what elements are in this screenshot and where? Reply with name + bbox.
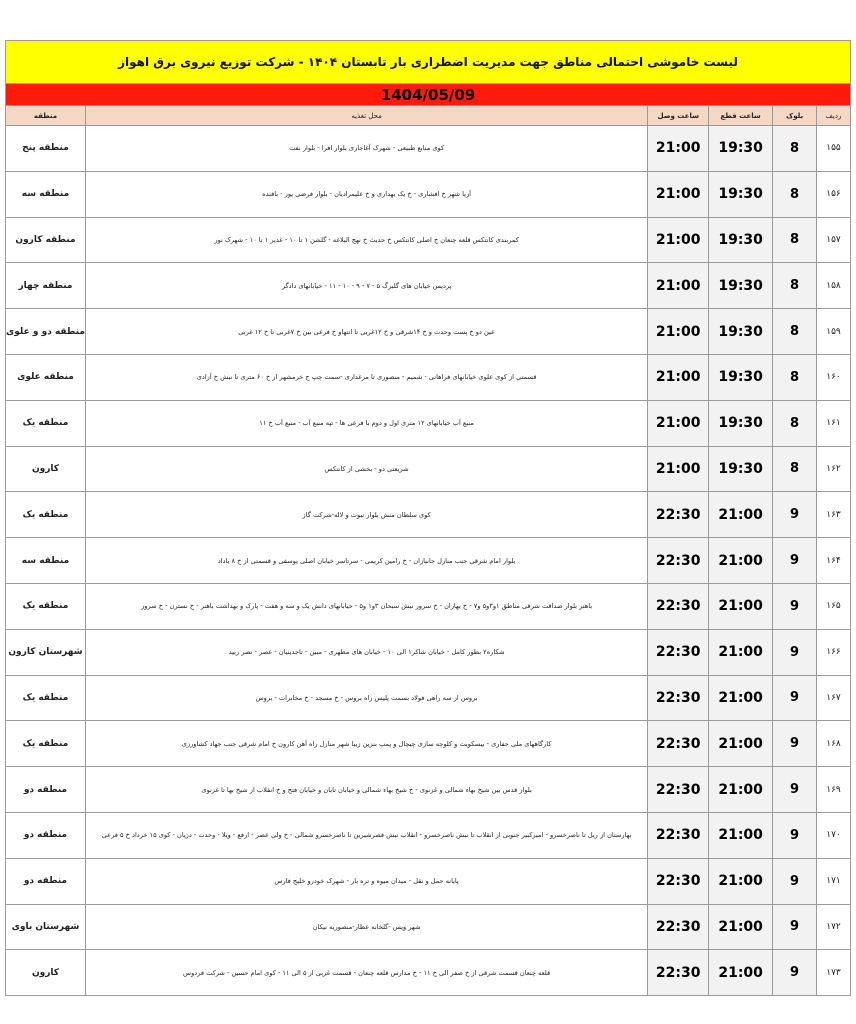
cell-location: شهر ویس -گلخانه عطار-منصوریه نیکان xyxy=(86,905,648,950)
header-region: منطقه xyxy=(6,106,86,125)
cell-region: کارون xyxy=(6,950,86,995)
cell-location: پایانه حمل و نقل - میدان میوه و تره بار - شهرک خودرو خلیج فارس xyxy=(86,859,648,904)
cell-location: کارگاههای ملی حفاری - بیسکویت و کلوچه سازی چیچال و پمپ بنزین زیبا شهر منازل راه آهن کارون خ امام شرقی جنب جهاد کشاورزی xyxy=(86,721,648,766)
table-row xyxy=(5,401,851,447)
cell-location: بلوار قدس بین شیخ بهاء شمالی و غزنوی - خ شیخ بهاء شمالی و خیابان تابان و خیابان فتح و خ انقلاب از شیخ بها تا غزنوی xyxy=(86,767,648,812)
cell-location: بروس از سه راهی فولاد بسمت پلیس راه بروس - خ مسجد - خ مخابرات - بروس xyxy=(86,676,648,721)
cell-radif: ۱۶۲ xyxy=(817,447,851,492)
cell-radif: ۱۶۰ xyxy=(817,355,851,400)
table-row xyxy=(5,767,851,813)
outage-schedule-sheet xyxy=(5,40,851,996)
cell-region: منطقه یک xyxy=(6,401,86,446)
cell-cut-time: 21:00 xyxy=(709,584,773,629)
cell-radif: ۱۶۳ xyxy=(817,492,851,537)
cell-radif: ۱۶۹ xyxy=(817,767,851,812)
cell-location: کوی منابع طبیعی - شهرک آغاجاری بلوار افرا - بلوار نفت xyxy=(86,126,648,171)
table-row xyxy=(5,721,851,767)
cell-cut-time: 21:00 xyxy=(709,905,773,950)
cell-region: منطقه یک xyxy=(6,584,86,629)
cell-radif: ۱۶۷ xyxy=(817,676,851,721)
cell-connect-time: 22:30 xyxy=(648,905,709,950)
cell-block: 9 xyxy=(773,813,817,858)
cell-location: کمربندی کانتکس قلعه چنعان خ اصلی کانتکس خ حدیث خ نهج البلاغه - گلشن ۱ تا ۱۰ - غدیر ۱ تا ۱۰ - شهرک نور xyxy=(86,218,648,263)
cell-location: قلعه چنعان قسمت شرقی از خ صفر الی خ ۱۱ - خ مدارس قلعه چنعان - قسمت غربی از ۵ الی ۱۱ - کوی امام حسین - شرکت فردوس xyxy=(86,950,648,995)
table-row xyxy=(5,447,851,493)
cell-cut-time: 21:00 xyxy=(709,721,773,766)
table-header xyxy=(5,106,851,126)
cell-region: منطقه کارون xyxy=(6,218,86,263)
cell-cut-time: 19:30 xyxy=(709,218,773,263)
header-radif: ردیف xyxy=(817,106,851,125)
table-row xyxy=(5,309,851,355)
cell-block: 9 xyxy=(773,538,817,583)
cell-cut-time: 21:00 xyxy=(709,538,773,583)
cell-block: 9 xyxy=(773,492,817,537)
cell-block: 8 xyxy=(773,218,817,263)
header-connect-time: ساعت وصل xyxy=(648,106,709,125)
table-row xyxy=(5,676,851,722)
cell-block: 9 xyxy=(773,767,817,812)
cell-block: 9 xyxy=(773,950,817,995)
cell-location: منبع آب خیابانهای ۱۲ متری اول و دوم با فرعی ها - تپه منبع آب - منبع آب خ ۱۱ xyxy=(86,401,648,446)
cell-cut-time: 19:30 xyxy=(709,172,773,217)
cell-radif: ۱۵۶ xyxy=(817,172,851,217)
cell-cut-time: 21:00 xyxy=(709,676,773,721)
table-row xyxy=(5,263,851,309)
cell-connect-time: 22:30 xyxy=(648,721,709,766)
header-cut-time: ساعت قطع xyxy=(709,106,773,125)
cell-cut-time: 19:30 xyxy=(709,355,773,400)
cell-connect-time: 21:00 xyxy=(648,263,709,308)
cell-radif: ۱۷۳ xyxy=(817,950,851,995)
cell-connect-time: 21:00 xyxy=(648,126,709,171)
cell-block: 9 xyxy=(773,630,817,675)
cell-connect-time: 21:00 xyxy=(648,401,709,446)
cell-location: آریا شهر خ افشاری - خ یک بهداری و خ علیمرادیان - بلوار فرضی پور - بافنده xyxy=(86,172,648,217)
cell-radif: ۱۶۸ xyxy=(817,721,851,766)
cell-location: کوی سلطان منش بلوار نبوت و لاله-شرکت گاز xyxy=(86,492,648,537)
header-location: محل تغذیه xyxy=(86,106,648,125)
cell-block: 8 xyxy=(773,447,817,492)
cell-cut-time: 21:00 xyxy=(709,813,773,858)
cell-block: 9 xyxy=(773,859,817,904)
cell-connect-time: 22:30 xyxy=(648,676,709,721)
cell-cut-time: 21:00 xyxy=(709,950,773,995)
cell-connect-time: 21:00 xyxy=(648,355,709,400)
cell-block: 8 xyxy=(773,263,817,308)
cell-radif: ۱۷۲ xyxy=(817,905,851,950)
cell-region: منطقه یک xyxy=(6,492,86,537)
cell-cut-time: 19:30 xyxy=(709,447,773,492)
table-row xyxy=(5,813,851,859)
cell-location: باهنر بلوار صداقت شرقی مناطق ۱و۳و۵ و۷ - خ بهاران - خ سرور نبش سبحان ۳و۱ و۵ - خیابانهای دانش یک و سه و هفت - پارک و بهداشت باهنر - خ نسترن - خ سرور xyxy=(86,584,648,629)
sheet-title: لیست خاموشی احتمالی مناطق جهت مدیریت اضطراری بار تابستان ۱۴۰۴ - شرکت توزیع نیروی برق اهواز xyxy=(5,40,851,84)
cell-location: پردیس خیابان های گلبرگ ۵ - ۷ - ۹ - ۱۰ - ۱۱ - خیابانهای دادگر xyxy=(86,263,648,308)
cell-connect-time: 22:30 xyxy=(648,767,709,812)
table-row xyxy=(5,492,851,538)
cell-cut-time: 19:30 xyxy=(709,401,773,446)
cell-radif: ۱۵۵ xyxy=(817,126,851,171)
cell-region: منطقه سه xyxy=(6,538,86,583)
table-row xyxy=(5,950,851,996)
cell-block: 9 xyxy=(773,905,817,950)
header-block: بلوک xyxy=(773,106,817,125)
cell-connect-time: 22:30 xyxy=(648,538,709,583)
table-row xyxy=(5,538,851,584)
cell-cut-time: 21:00 xyxy=(709,630,773,675)
cell-radif: ۱۵۸ xyxy=(817,263,851,308)
cell-block: 9 xyxy=(773,676,817,721)
schedule-date: 1404/05/09 xyxy=(5,84,851,106)
cell-connect-time: 21:00 xyxy=(648,218,709,263)
cell-block: 8 xyxy=(773,401,817,446)
cell-connect-time: 22:30 xyxy=(648,813,709,858)
cell-block: 9 xyxy=(773,584,817,629)
cell-block: 8 xyxy=(773,172,817,217)
cell-region: کارون xyxy=(6,447,86,492)
cell-region: منطقه چهار xyxy=(6,263,86,308)
cell-location: قسمتی از کوی علوی خیابانهای فراهانی - شمیم - منصوری تا مرغداری -سمت چپ ج خرمشهر از خ ۶۰ متری تا نبش خ آزادی xyxy=(86,355,648,400)
cell-radif: ۱۷۰ xyxy=(817,813,851,858)
table-body xyxy=(5,126,851,996)
table-row xyxy=(5,172,851,218)
cell-region: منطقه علوی xyxy=(6,355,86,400)
cell-location: شریعتی دو - بخشی از کانتکس xyxy=(86,447,648,492)
cell-region: منطقه سه xyxy=(6,172,86,217)
cell-cut-time: 21:00 xyxy=(709,492,773,537)
cell-radif: ۱۶۶ xyxy=(817,630,851,675)
cell-connect-time: 21:00 xyxy=(648,447,709,492)
cell-location: عین دو خ پست وحدت و خ ۱۴شرقی و خ ۱۲غربی تا انتهاو خ فرعی بین خ ۷غربی تا خ ۱۲ غربی xyxy=(86,309,648,354)
table-row xyxy=(5,584,851,630)
cell-cut-time: 19:30 xyxy=(709,309,773,354)
cell-location: شکاره۲ بطور کامل - خیابان شاکر۱ الی ۱۰ - خیابان های مطهری - مبین - تاجدینیان - عصر - نصر زبید xyxy=(86,630,648,675)
cell-block: 8 xyxy=(773,126,817,171)
cell-region: منطقه پنج xyxy=(6,126,86,171)
cell-connect-time: 22:30 xyxy=(648,859,709,904)
cell-location: بهارستان از ریل تا ناصرخسرو - امیرکبیر جنوبی از انقلاب تا نبش ناصرخسرو - انقلاب نبش قصرشیرین تا ناصرخسرو شمالی - خ ولی عصر - ارفع - ویلا - وحدت - دزیان - کوی ۱۵ خرداد خ ۵ فرعی xyxy=(86,813,648,858)
cell-radif: ۱۶۱ xyxy=(817,401,851,446)
cell-region: منطقه دو xyxy=(6,813,86,858)
cell-cut-time: 19:30 xyxy=(709,263,773,308)
table-row xyxy=(5,126,851,172)
cell-radif: ۱۶۴ xyxy=(817,538,851,583)
cell-block: 9 xyxy=(773,721,817,766)
cell-region: شهرستان باوی xyxy=(6,905,86,950)
cell-region: منطقه یک xyxy=(6,721,86,766)
cell-region: منطقه دو xyxy=(6,767,86,812)
cell-radif: ۱۷۱ xyxy=(817,859,851,904)
cell-connect-time: 22:30 xyxy=(648,492,709,537)
table-row xyxy=(5,355,851,401)
cell-region: منطقه دو xyxy=(6,859,86,904)
cell-connect-time: 21:00 xyxy=(648,172,709,217)
cell-region: منطقه دو و علوی xyxy=(6,309,86,354)
cell-radif: ۱۵۷ xyxy=(817,218,851,263)
cell-cut-time: 21:00 xyxy=(709,767,773,812)
cell-block: 8 xyxy=(773,309,817,354)
cell-connect-time: 22:30 xyxy=(648,950,709,995)
cell-connect-time: 21:00 xyxy=(648,309,709,354)
table-row xyxy=(5,630,851,676)
table-row xyxy=(5,859,851,905)
cell-location: بلوار امام شرقی جنب منازل جانبازان - خ رامین کریمی - سرتاسر خیابان اصلی یوسفی و قسمتی از خ ۸ باداد xyxy=(86,538,648,583)
cell-cut-time: 21:00 xyxy=(709,859,773,904)
cell-block: 8 xyxy=(773,355,817,400)
cell-radif: ۱۶۵ xyxy=(817,584,851,629)
cell-connect-time: 22:30 xyxy=(648,584,709,629)
cell-region: منطقه یک xyxy=(6,676,86,721)
table-row xyxy=(5,218,851,264)
cell-connect-time: 22:30 xyxy=(648,630,709,675)
table-row xyxy=(5,905,851,951)
cell-cut-time: 19:30 xyxy=(709,126,773,171)
cell-region: شهرستان کارون xyxy=(6,630,86,675)
cell-radif: ۱۵۹ xyxy=(817,309,851,354)
